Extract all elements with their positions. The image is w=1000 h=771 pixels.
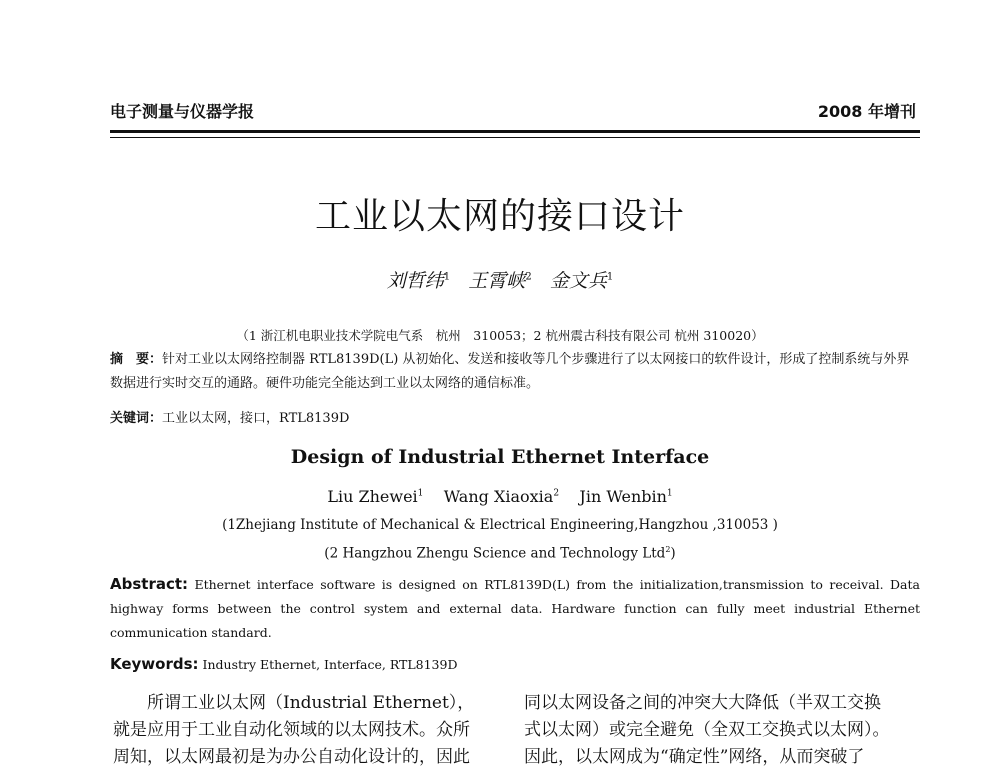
abstract-cn-text: 针对工业以太网络控制器 RTL8139D(L) 从初始化、发送和接收等几个步骤进行了以太网接口的软件设计，形成了控制系统与外界数据进行实时交互的通路。硬件功能完全能达到工业以太网络的通信标准。 — [110, 352, 910, 391]
header-rule-thick — [110, 130, 920, 133]
body-column-left — [113, 690, 485, 771]
keywords-cn — [110, 407, 920, 431]
body-line: 式以太网）或完全避免（全双工交换式以太网）。 — [524, 720, 890, 740]
keywords-en-text: Industry Ethernet, Interface, RTL8139D — [202, 657, 458, 672]
abstract-cn-label: 摘 要： — [110, 352, 163, 367]
body-line: 就是应用于工业自动化领域的以太网技术。众所 — [113, 720, 470, 740]
abstract-en-text: Ethernet interface software is designed on RTL8139D(L) from the initialization,transmission to receival. Data highway forms between the control system and external data. Hardware function can fully meet industrial Ethernet communication standard. — [110, 577, 920, 640]
author-en-3: Jin Wenbin$^1$ — [579, 487, 673, 506]
affiliation-en-1: (1Zhejiang Institute of Mechanical & Electrical Engineering,Hangzhou ,310053 ) — [222, 517, 778, 533]
author-cn-2: 王霄峡$^2$ — [468, 270, 532, 292]
author-cn-3: 金文兵$^1$ — [549, 270, 614, 292]
header-rule-thin — [110, 137, 920, 138]
abstract-en-label: Abstract: — [110, 575, 189, 593]
body-line: 同以太网设备之间的冲突大大降低（半双工交换 — [524, 693, 881, 713]
paper-title-cn: 工业以太网的接口设计 — [314, 196, 685, 237]
abstract-cn — [110, 348, 920, 396]
body-line: 所谓工业以太网（Industrial Ethernet）， — [113, 693, 475, 713]
body-column-right — [524, 690, 896, 771]
body-line: 周知，以太网最初是为办公自动化设计的，因此 — [113, 747, 470, 767]
keywords-cn-label: 关键词： — [110, 411, 163, 426]
journal-name: 电子测量与仪器学报 — [110, 102, 255, 121]
abstract-en — [110, 572, 920, 645]
authors-cn — [0, 266, 1000, 293]
affiliation-cn: （1 浙江机电职业技术学院电气系 杭州 310053；2 杭州震古科技有限公司 杭州 310020） — [236, 328, 764, 343]
issue-label: 2008 年增刊 — [817, 102, 916, 121]
author-en-1: Liu Zhewei$^1$ — [327, 487, 424, 506]
authors-en — [0, 487, 1000, 506]
affiliation-en-2: (2 Hangzhou Zhengu Science and Technology Ltd$^2$) — [324, 545, 676, 562]
author-cn-1: 刘哲纬$^1$ — [386, 270, 451, 292]
body-line: 因此，以太网成为“确定性”网络，从而突破了 — [524, 747, 865, 767]
keywords-cn-text: 工业以太网，接口，RTL8139D — [162, 411, 350, 426]
paper-title-en: Design of Industrial Ethernet Interface — [290, 446, 710, 468]
keywords-en-label: Keywords: — [110, 655, 199, 673]
author-en-2: Wang Xiaoxia$^2$ — [443, 487, 560, 506]
keywords-en — [110, 655, 920, 673]
